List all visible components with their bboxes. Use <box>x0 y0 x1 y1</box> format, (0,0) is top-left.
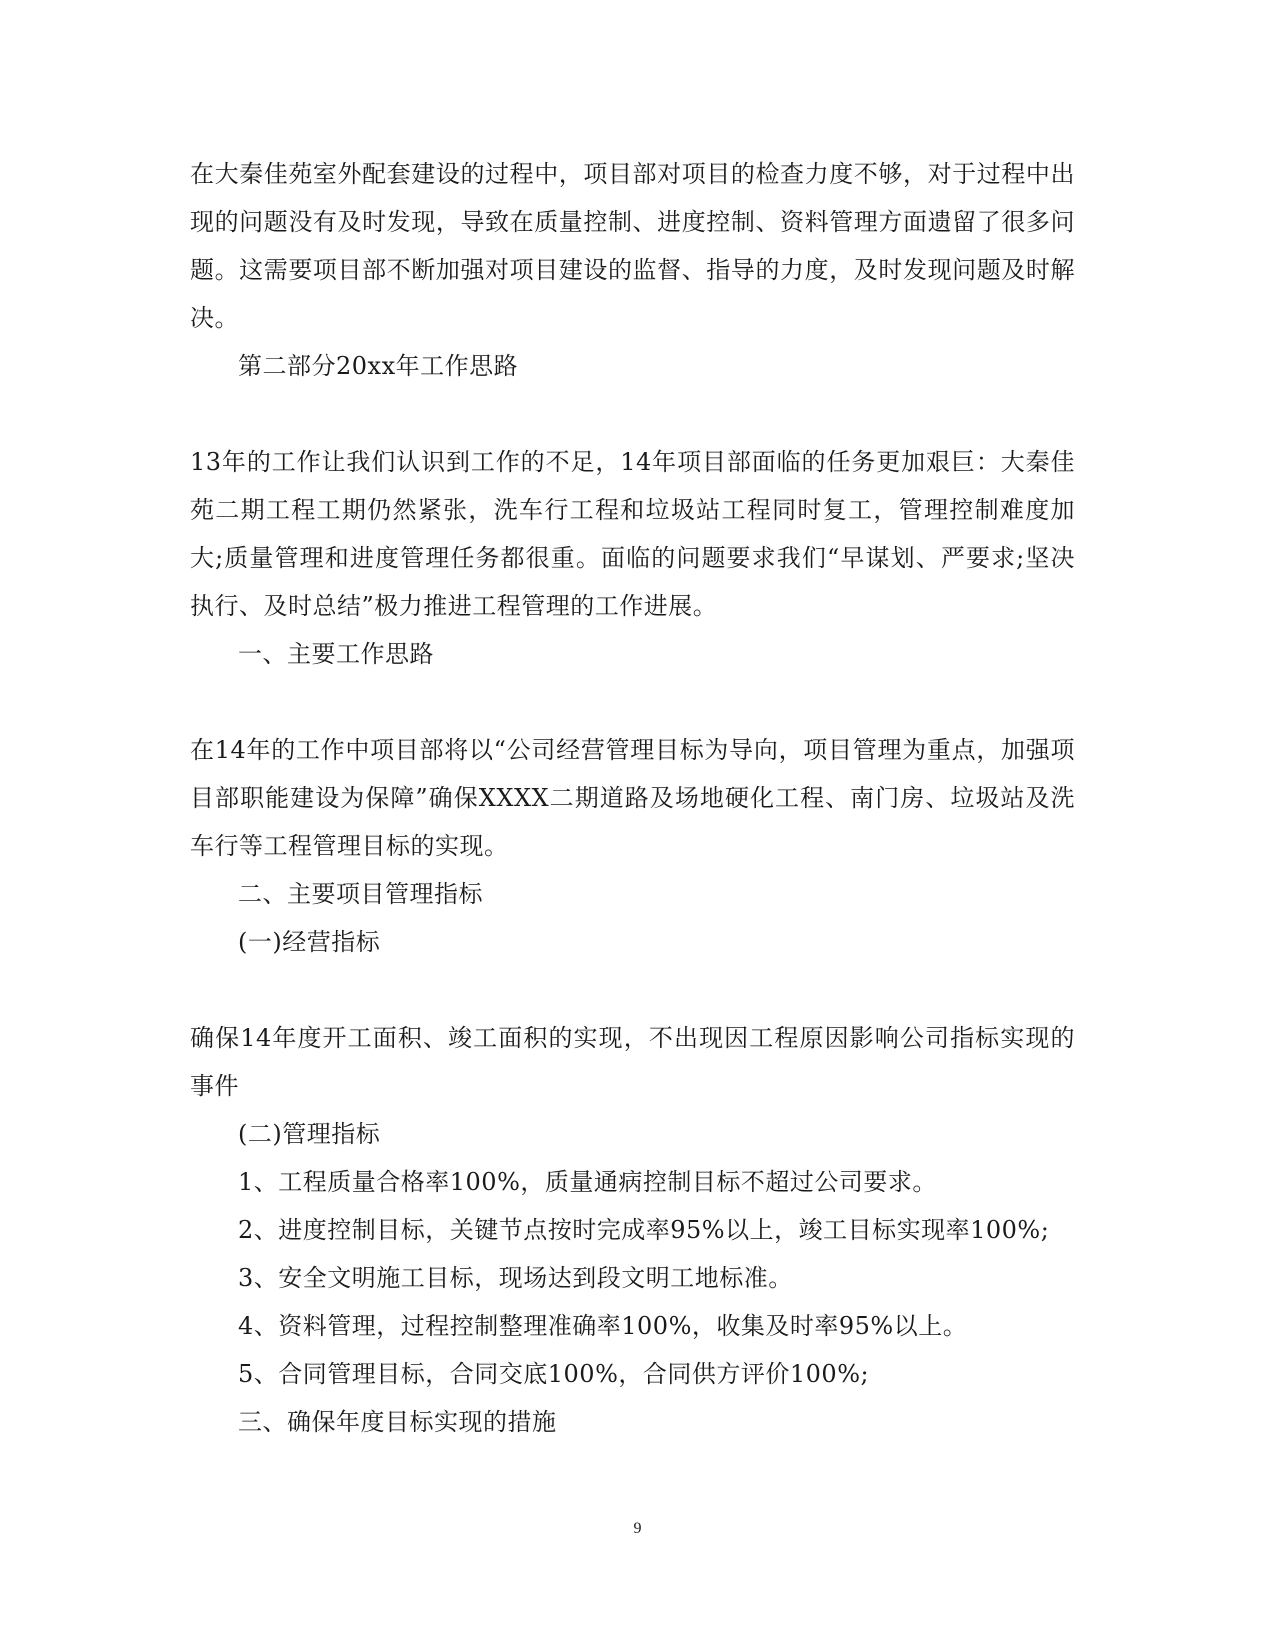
paragraph-work-guidance: 在14年的工作中项目部将以“公司经营管理目标为导向，项目管理为重点，加强项目部职能建设为保障”确保XXXX二期道路及场地硬化工程、南门房、垃圾站及洗车行等工程管理目标的实现。 <box>190 736 1075 860</box>
spacer <box>190 390 1075 438</box>
list-item-safety: 3、安全文明施工目标，现场达到段文明工地标准。 <box>238 1264 793 1292</box>
document-body <box>190 150 1075 1446</box>
paragraph-inspection-issues: 在大秦佳苑室外配套建设的过程中，项目部对项目的检查力度不够，对于过程中出现的问题没有及时发现，导致在质量控制、进度控制、资料管理方面遗留了很多问题。这需要项目部不断加强对项目建设的监督、指导的力度，及时发现问题及时解决。 <box>190 160 1075 332</box>
list-item-documents: 4、资料管理，过程控制整理准确率100%，收集及时率95%以上。 <box>238 1312 968 1340</box>
subheading-management-indicators: (二)管理指标 <box>238 1120 381 1148</box>
list-item-schedule: 2、进度控制目标，关键节点按时完成率95%以上，竣工目标实现率100%; <box>238 1216 1050 1244</box>
paragraph-work-shortcomings: 13年的工作让我们认识到工作的不足，14年项目部面临的任务更加艰巨：大秦佳苑二期工程工期仍然紧张，洗车行工程和垃圾站工程同时复工，管理控制难度加大;质量管理和进度管理任务都很重。面临的问题要求我们“早谋划、严要求;坚决执行、及时总结”极力推进工程管理的工作进展。 <box>190 448 1075 620</box>
heading-main-work-ideas: 一、主要工作思路 <box>238 640 434 668</box>
list-item-quality: 1、工程质量合格率100%，质量通病控制目标不超过公司要求。 <box>238 1168 937 1196</box>
spacer <box>190 678 1075 726</box>
heading-measures: 三、确保年度目标实现的措施 <box>238 1408 557 1436</box>
page-number: 9 <box>633 1520 642 1537</box>
paragraph-area-targets: 确保14年度开工面积、竣工面积的实现，不出现因工程原因影响公司指标实现的事件 <box>190 1024 1075 1100</box>
spacer <box>190 966 1075 1014</box>
heading-management-indicators: 二、主要项目管理指标 <box>238 880 483 908</box>
list-item-contracts: 5、合同管理目标，合同交底100%，合同供方评价100%; <box>238 1360 870 1388</box>
subheading-business-indicators: (一)经营指标 <box>238 928 381 956</box>
heading-part-two: 第二部分20xx年工作思路 <box>238 352 519 380</box>
